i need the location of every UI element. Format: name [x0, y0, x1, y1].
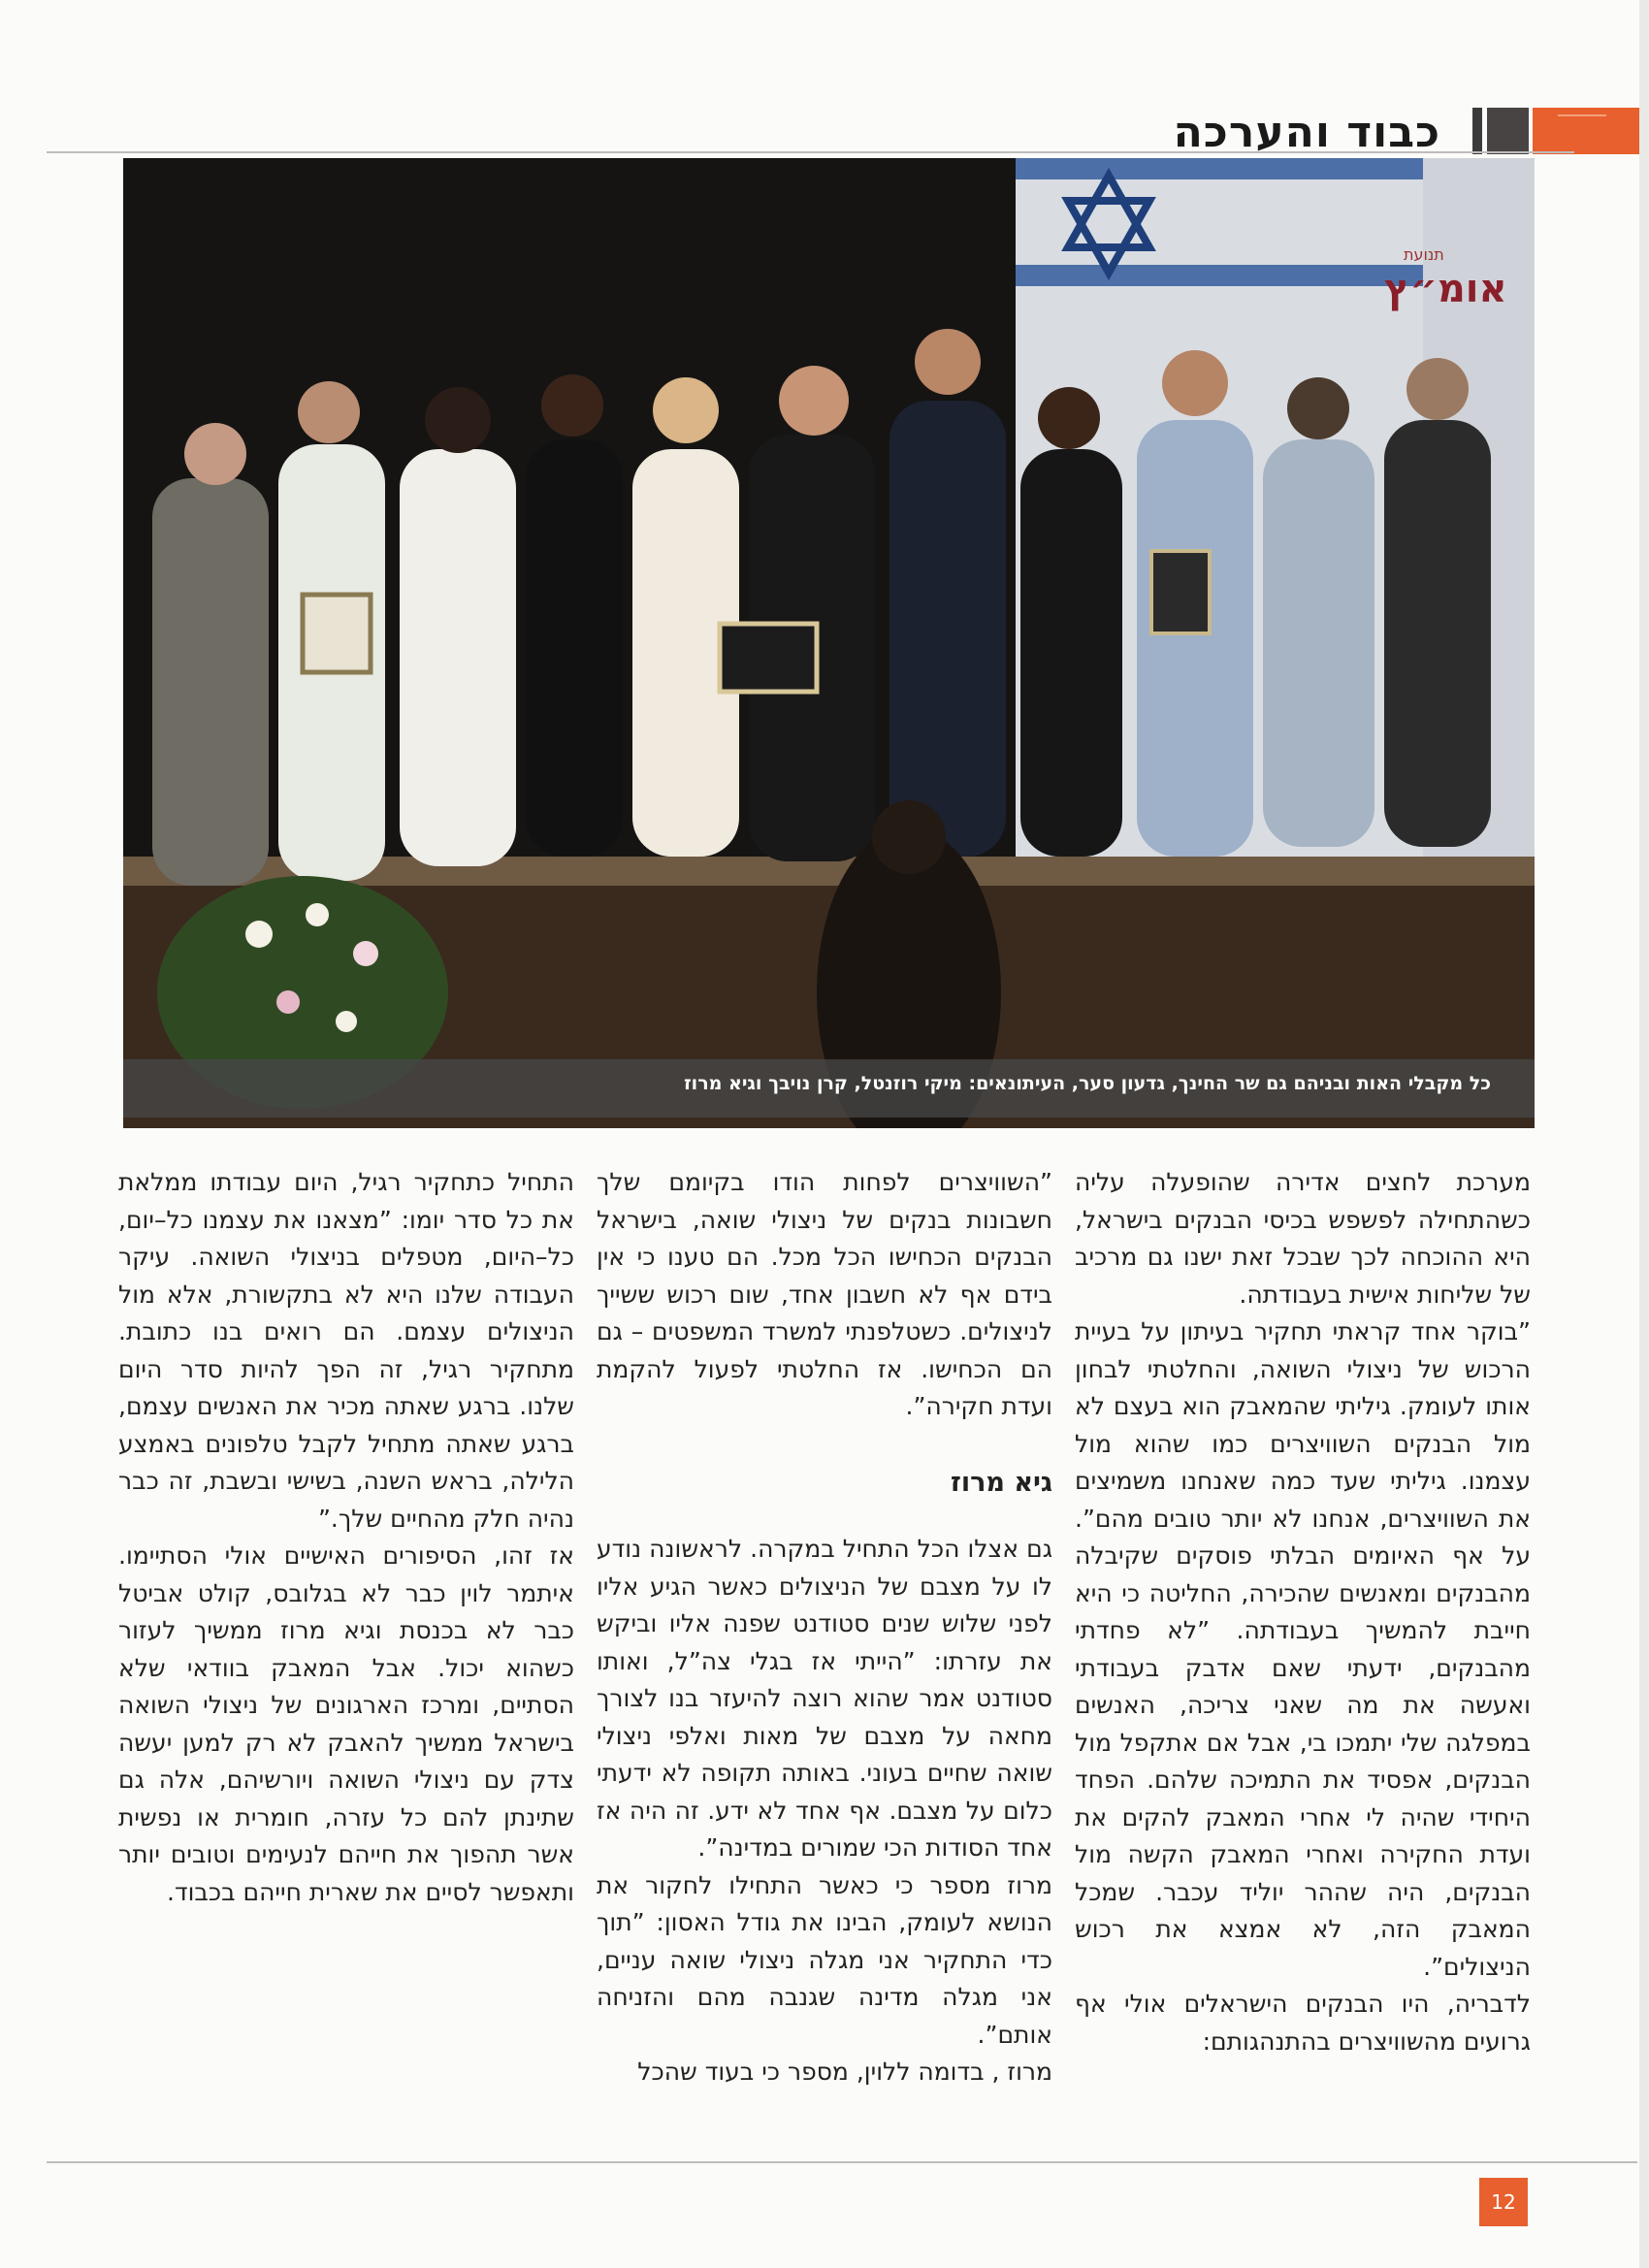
paragraph: התחיל כתחקיר רגיל, היום עבודתו ממלאת את כל סדר יומו: ”מצאנו את עצמנו כל–יום, כל–היום, מטפלים בניצולי השואה. עיקר העבודה שלנו היא לא בתקשורת, אלא מול הניצולים עצמם. הם רואים בנו כתובת. מתחקיר רגיל, זה הפך להיות סדר היום שלנו. ברגע שאתה מכיר את האנשים עצמם, ברגע שאתה מתחיל לקבל טלפונים באמצע הלילה, בראש השנה, בשישי ובשבת, זה כבר נהיה חלק מהחיים שלך.”	[118, 1168, 574, 1533]
people-group	[152, 329, 1491, 886]
banner-logo-text: אומ״ץ	[1384, 267, 1507, 311]
ceremony-photo	[123, 158, 1535, 1128]
footer-divider	[47, 2161, 1637, 2163]
article-column-right	[1075, 1164, 1531, 2060]
section-subheading: גיא מרוז	[951, 1467, 1052, 1498]
photo-caption: כל מקבלי האות ובניהם גם שר החינך, גדעון סער, העיתונאים: מיקי רוזנטל, קרן נויבך וגיא מרוז	[684, 1073, 1491, 1094]
page-number: 12	[1479, 2178, 1528, 2226]
banner-small-text: תנועת	[1404, 245, 1444, 264]
paragraph: אז זהו, הסיפורים האישיים אולי הסתיימו. איתמר לוין כבר לא בגלובס, קולט אביטל כבר לא בכנסת וגיא מרוז ממשיך לעזור כשהוא יכול. אבל המאבק בוודאי שלא הסתיים, ומרכז הארגונים של ניצולי השואה בישראל ממשיך להאבק לא רק למען יעשה צדק עם ניצולי השואה ויורשיהם, אלה גם שתינתן להם כל עזרה, חומרית או נפשית אשר תהפוך את חייהם לנעימים וטובים יותר ותאפשר לסיים את שארית חייהם בכבוד.	[118, 1541, 574, 1906]
header-accent-bar	[1472, 108, 1482, 154]
section-title: כבוד והערכה	[1173, 108, 1440, 157]
paragraph: מרוז , בדומה ללוין, מספר כי בעוד שהכל	[637, 2057, 1052, 2086]
paragraph: ”בוקר אחד קראתי תחקיר בעיתון על בעיית הרכוש של ניצולי השואה, והחלטתי לבחון אותו לעומק. גיליתי שהמאבק הוא בעצם לא מול הבנקים השוויצרים כמו שהוא מול עצמנו. גיליתי שעד כמה שאנחנו משמיצים את השוויצרים, אנחנו לא יותר טובים מהם”. על אף האיומים הבלתי פוסקים שקיבלה מהבנקים ומאנשים שהכירה, החליטה כי היא חייבת להמשיך בעבודתה. ”לא פחדתי מהבנקים, ידעתי שאם אדבק בעבודתי ואעשה את מה שאני צריכה, האנשים במפלגה שלי יתמכו בי, אבל אם אתקפל מול הבנקים, אפסיד את התמיכה שלהם. הפחד היחידי שהיה לי אחרי המאבק להקים את ועדת החקירה ואחרי המאבק הקשה מול הבנקים, היה שההר יוליד עכבר. שמכל המאבק הזה, לא אמצא את רכוש הניצולים”.	[1075, 1317, 1531, 1981]
paragraph: מערכת לחצים אדירה שהופעלה עליה כשהתחילה לפשפש בכיסי הבנקים בישראל, היא ההוכחה לכך שבכל זאת ישנו גם מרכיב של שליחות אישית בעבודתה.	[1075, 1168, 1531, 1309]
paragraph: מרוז מספר כי כאשר התחילו לחקור את הנושא לעומק, הבינו את גודל האסון: ”תוך כדי התחקיר אני מגלה ניצולי שואה עניים, אני מגלה מדינה שגנבה מהם והזניחה אותם”.	[597, 1870, 1052, 2049]
article-column-middle	[597, 1164, 1052, 2091]
header-accent-stripe	[1558, 114, 1606, 124]
photo-caption-bar	[123, 1059, 1535, 1118]
page-edge	[1639, 0, 1649, 2268]
header-accent-bar	[1487, 108, 1529, 154]
paragraph: לדבריה, היו הבנקים הישראלים אולי אף גרועים מהשוויצרים בהתנהגותם:	[1075, 1990, 1531, 2056]
header-divider	[47, 151, 1574, 153]
paragraph: גם אצלו הכל התחיל במקרה. לראשונה נודע לו על מצבם של הניצולים כאשר הגיע אליו לפני שלוש שנים סטודנט שפנה אליו וביקש את עזרתו: ”הייתי אז בגלי צה”ל, ואותו סטודנט אמר שהוא רוצה להיעזר בנו לצורך מחאה על מצבם של מאות ואלפי ניצולי שואה שחיים בעוני. באותה תקופה לא ידעתי כלום על מצבם. אף אחד לא ידע. זה היה אז אחד הסודות הכי שמורים במדינה”.	[597, 1535, 1052, 1862]
paragraph: ”השוויצרים לפחות הודו בקיומם שלך חשבונות בנקים של ניצולי שואה, בישראל הבנקים הכחישו הכל מכל. הם טענו כי אין בידם אף לא חשבון אחד, שום רכוש ששייך לניצולים. כשטלפנתי למשרד המשפטים – גם הם הכחישו. אז החלטתי לפעול להקמת ועדת חקירה”.	[597, 1168, 1052, 1420]
article-column-left	[118, 1164, 574, 1911]
